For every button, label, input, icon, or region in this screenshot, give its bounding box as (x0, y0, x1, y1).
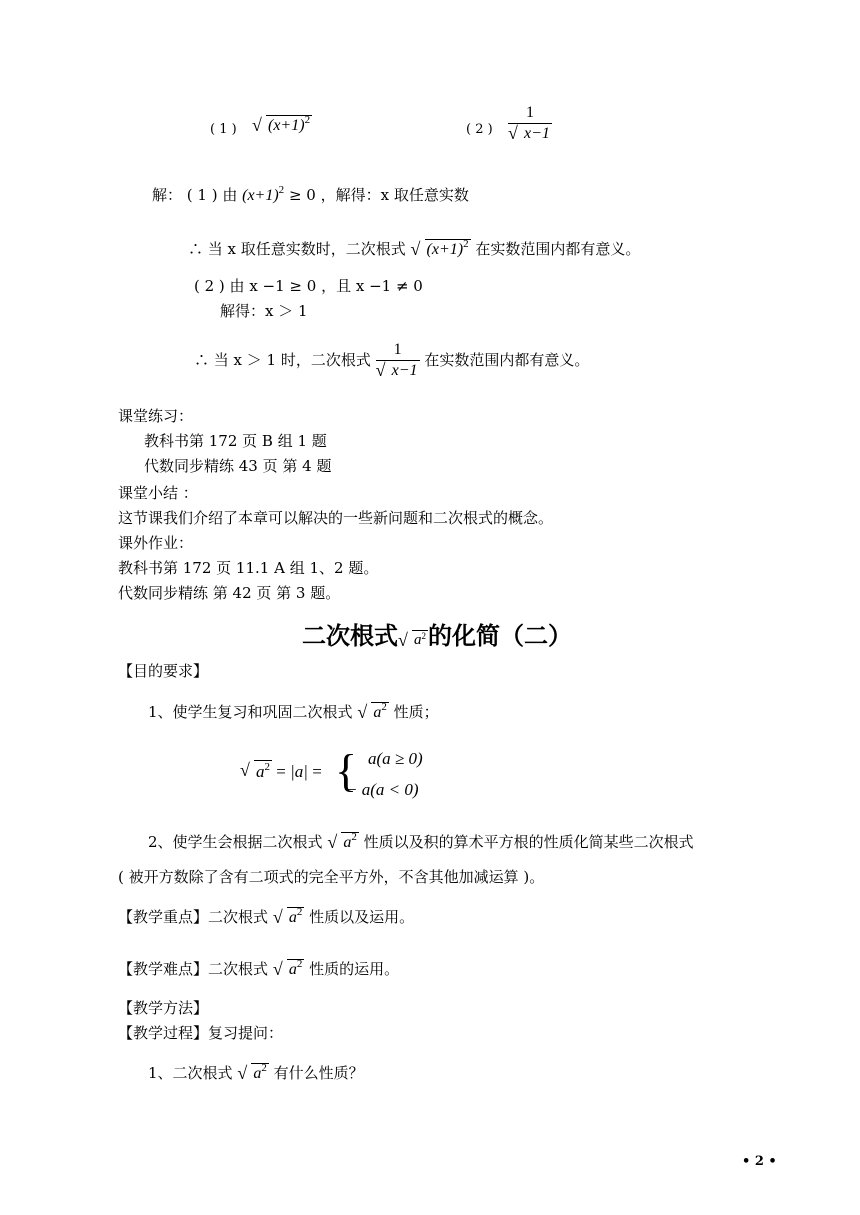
practice-item-2: 代数同步精练 43 页 第 4 题 (144, 457, 332, 475)
process-heading: 【教学过程】复习提问： (118, 1024, 284, 1042)
formula-brace: { (335, 745, 358, 796)
difficulty-point: 【教学难点】二次根式 √ $a^2$ 性质的运用。 (118, 958, 400, 979)
problem-1-expression: √ $(x+1)^2$ (252, 114, 311, 135)
practice-heading: 课堂练习： (118, 407, 194, 425)
process-question-1: 1、二次根式 √ $a^2$ 有什么性质？ (148, 1062, 364, 1083)
summary-text: 这节课我们介绍了本章可以解决的一些新问题和二次根式的概念。 (118, 509, 554, 527)
goals-heading: 【目的要求】 (118, 662, 209, 680)
solution-line-2: ∴ 当 x 取任意实数时，二次根式 √ $(x+1)^2$ 在实数范围内都有意义。 (188, 238, 641, 259)
method-heading: 【教学方法】 (118, 999, 209, 1017)
homework-item-1: 教科书第 172 页 11.1 A 组 1、2 题。 (118, 559, 379, 577)
formula-case-1: a(a ≥ 0) (368, 749, 423, 768)
solution-line-5: ∴ 当 x ＞ 1 时，二次根式 1 √ x−1 在实数范围内都有意义。 (194, 341, 590, 380)
abs-formula: √ $a^2 = |a|$ = (240, 760, 322, 781)
solution-line-4: 解得：x ＞ 1 (220, 302, 308, 320)
section-title: 二次根式 √ $a^2$的化简（二） (302, 622, 572, 650)
key-point: 【教学重点】二次根式 √ $a^2$ 性质以及运用。 (118, 906, 415, 927)
problem-2-label: ( 2 ) (466, 122, 493, 137)
summary-heading: 课堂小结 ： (118, 484, 198, 502)
page-number: • 2 • (742, 1154, 777, 1169)
homework-item-2: 代数同步精练 第 42 页 第 3 题。 (118, 584, 341, 602)
goals-item-2: 2、使学生会根据二次根式 √ $a^2$ 性质以及积的算术平方根的性质化简某些二次根式 (148, 831, 694, 852)
problem-1-label: ( 1 ) (210, 122, 237, 137)
goals-item-2-continued: ( 被开方数除了含有二项式的完全平方外，不含其他加减运算 )。 (118, 868, 545, 886)
solution-line-3: ( 2 ) 由 x −1 ≥ 0 ，且 x −1 ≠ 0 (194, 277, 423, 295)
formula-case-2: − a(a < 0) (346, 780, 419, 799)
solution-line-1: 解： ( 1 ) 由 $(x+1)^2 \ge 0$ ，解得：x 取任意实数 (152, 184, 469, 204)
homework-heading: 课外作业： (118, 534, 194, 552)
problem-2-expression: 1 √ x−1 (508, 104, 550, 143)
practice-item-1: 教科书第 172 页 B 组 1 题 (144, 432, 327, 450)
goals-item-1: 1、使学生复习和巩固二次根式 √ $a^2$ 性质； (148, 701, 439, 722)
